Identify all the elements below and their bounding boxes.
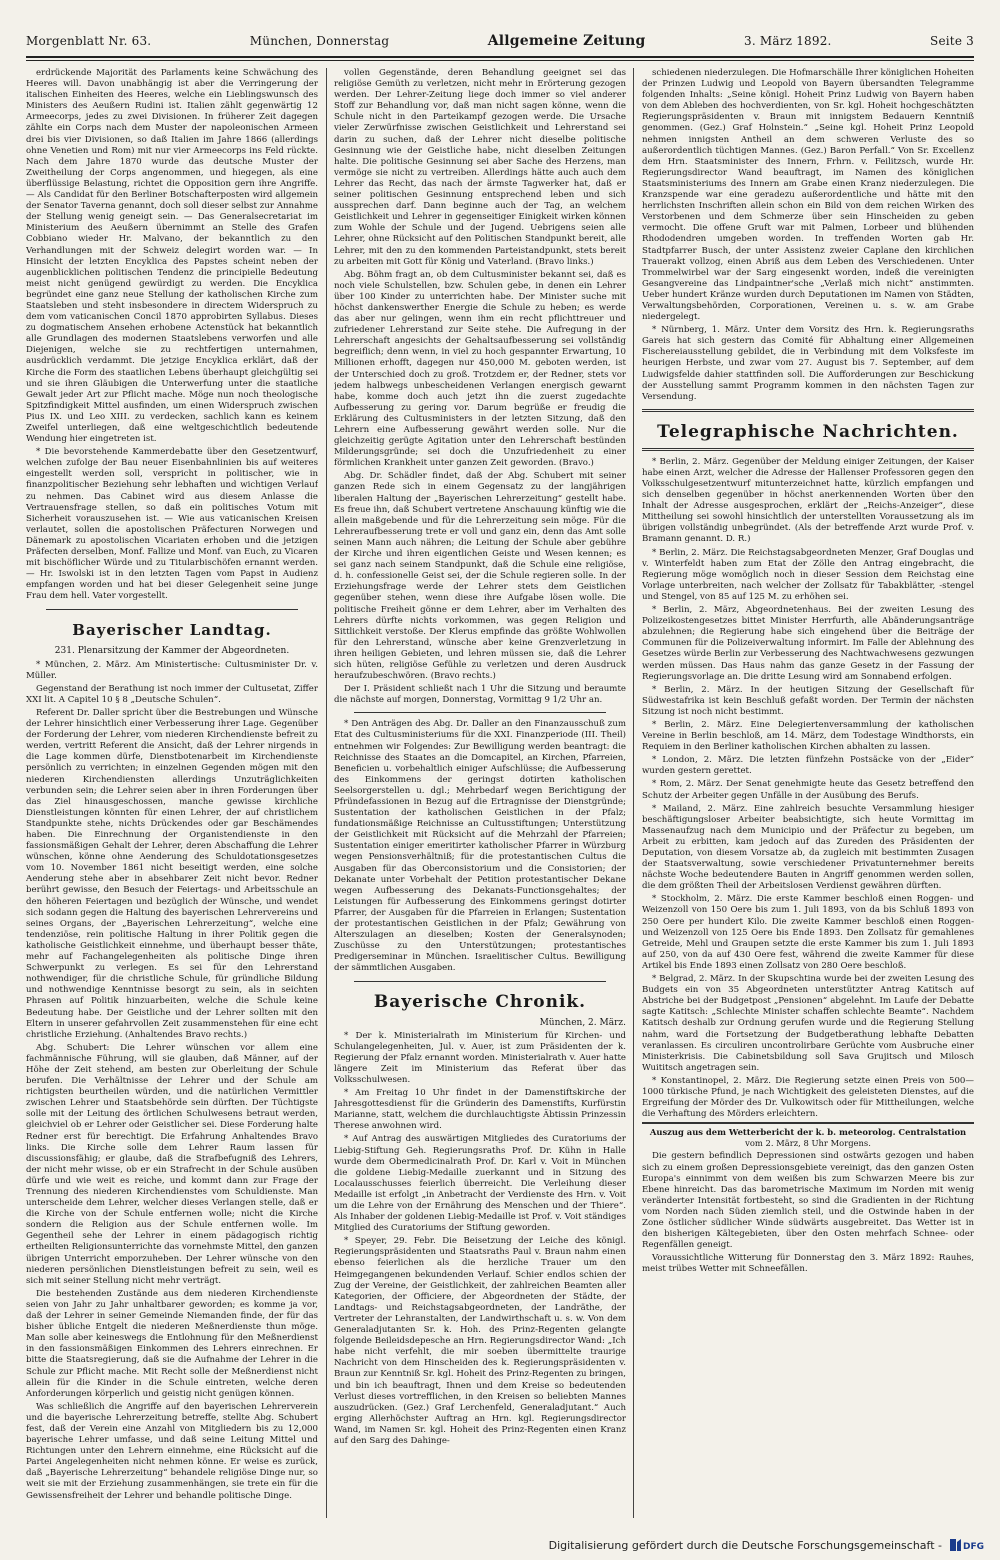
session-title: 231. Plenarsitzung der Kammer der Abgeordneten. — [54, 645, 290, 656]
column-middle — [334, 68, 626, 1528]
article-paragraph: erdrückende Majorität des Parlaments keine Schwächung des Heeres will. Davon unabhängig ist aber die Verringerung der italischen Einheiten des Heeres, welche ein Lieblingswunsch des Ministers des Aeußern Rudini ist. Italien zählt gegenwärtig 12 Armeecorps, jedes zu zwei Divisionen. In früherer Zeit dagegen zählte ein Corps nach dem Muster der napoleonischen Armeen drei bis vier Divisionen, so daß Italien im Jahre 1866 (allerdings ohne Venetien und Rom) mit nur vier Armeecorps ins Feld rückte. Nach dem Jahre 1870 wurde das deutsche Muster der Zweitheilung der Corps angenommen, und hiegegen, als eine überflüssige Belastung, richtet die Opposition gern ihre Angriffe. — Als Candidat für den Berliner Botschafterposten wird allgemein der Senator Taverna genannt, doch soll dieser selbst zur Annahme der Stellung wenig geneigt sein. — Das Generalsecretariat im Ministerium des Aeußern übernimmt an Stelle des Grafen Cobbiano wieder Hr. Malvano, der bekanntlich zu den Verhandlungen mit der Schweiz delegirt worden war. — In Hinsicht der letzten Encyklica des Papstes scheint neben der augenblicklichen politischen Tendenz die principielle Bedeutung meist nicht genügend gewürdigt zu werden. Die Encyklica begründet eine ganz neue Stellung der katholischen Kirche zum Staatsleben und steht insbesondere in directem Widerspruch zu dem vom vaticanischen Concil 1870 approbirten Syllabus. Dieses zu dogmatischem Ansehen erhobene Actenstück hat bekanntlich alle Grundlagen des modernen Staatslebens verworfen und alle Diejenigen, welche sie zu rechtfertigen unternahmen, ausdrücklich verdammt. Die jetzige Encyklica erklärt, daß der Kirche die Form des staatlichen Lebens überhaupt gleichgültig sei und sie ihren Gläubigen die Unterwerfung unter die staatliche Gewalt jeder Art zur Pflicht mache. Möge nun noch theologische Spitzfindigkeit Mittel ausfinden, um einen Widerspruch zwischen Pius IX. und Leo XIII. zu verdecken, sachlich kann es keinem Zweifel unterliegen, daß eine weltgeschichtlich bedeutende Wendung hier eingetreten ist. — [26, 68, 318, 445]
page-number: Seite 3 — [930, 34, 974, 48]
article-paragraph: Abg. Schubert: Die Lehrer wünschen vor allem eine fachmännische Führung, will sie glauben, daß Männer, auf der Höhe der Zeit stehend, am besten zur Oberleitung der Schule berufen. Die Verhältnisse der Lehrer und der Schule am richtigsten beurtheilen würden, und die natürlichen Vermittler zwischen Lehrer und Staatsbehörde sein dürften. Der Tüchtigste solle mit der Leitung des örtlichen Schulwesens betraut werden, gleichviel ob er Lehrer oder Geistlicher sei. Diese Forderung halte Redner erst für berechtigt. Die Erfahrung Anhaltendes Bravo links. Die Kirche solle dem Lehrer Raum lassen für discussionsfähig; er glaube, daß die Strafbefugniß des Lehrers, der nicht mehr wisse, ob er ein Strafrecht in der Schule ausüben dürfe und wie weit es reiche, und kommt dann zur Frage der Trennung des niederen Kirchendienstes vom Schuldienste. Man unterscheide dem Lehrer, welcher dieses Verlangen stelle, daß er die Kirche von der Schule entfernen wolle; nicht die Kirche sondern die Religion aus der Schule entfernen wolle. Im Gegentheil sehe der Lehrer in einem pädagogisch richtig ertheilten Religionsunterrichte das vornehmste Mittel, den ganzen übrigen Unterricht emporzuheben. Der Lehrer wünsche von den niederen persönlichen Dienstleistungen befreit zu sein, weil es sich mit seiner Stellung nicht mehr verträgt. — [26, 1042, 318, 1286]
column-right — [642, 68, 974, 1528]
masthead-rule-thin — [26, 60, 974, 61]
section-heading-telegraph: Telegraphische Nachrichten. — [657, 421, 959, 442]
article-paragraph: * London, 2. März. Die letzten fünfzehn Postsäcke von der „Eider“ wurden gestern gerettet. — [642, 755, 974, 777]
article-paragraph: * Berlin, 2. März, Abgeordnetenhaus. Bei der zweiten Lesung des Polizeikostengesetzes bittet Minister Herrfurth, alle Abänderungsanträge abzulehnen; die Regierung habe sich eingehend über die Beiträge der Communen für die Polizeiverwaltung informirt. Im Falle der Ablehnung des Gesetzes würde Berlin zur Verbesserung des Nachtwachwesens gezwungen werden müssen. Das Haus nahm das ganze Gesetz in der Fassung der Regierungsvorlage an. Die dritte Lesung wird am Sonnabend erfolgen. — [642, 605, 974, 682]
article-paragraph: * Mailand, 2. März. Eine zahlreich besuchte Versammlung hiesiger beschäftigungsloser Arbeiter beabsichtigte, sich heute Vormittag im Massenaufzug nach dem Municipio und der Präfectur zu begeben, um Arbeit zu erbitten, kam jedoch auf das Zureden des Präsidenten der Deputation, von diesem Vorsatze ab, da zugleich mit bestimmten Zusagen der Staatsverwaltung, sowie verschiedener Privatunternehmer bereits nächste Woche bedeutendere Bauten in Angriff genommen werden sollen, die dem größten Theil der Arbeitslosen Verdienst gewähren dürften. — [642, 803, 974, 892]
article-paragraph: * Am Freitag 10 Uhr findet in der Damenstiftskirche der Jahresgottesdienst für die Gründerin des Damenstifts, Kurfürstin Marianne, statt, welchem die durchlauchtigste Äbtissin Prinzessin Therese anwohnen wird. — [334, 1088, 626, 1132]
masthead — [26, 30, 974, 52]
section-separator — [46, 609, 298, 610]
dfg-logo-icon — [948, 1536, 986, 1554]
weather-report-heading: Auszug aus dem Wetterbericht der k. b. meteorolog. Centralstation — [642, 1122, 974, 1138]
section-separator — [642, 448, 974, 451]
article-paragraph: * Speyer, 29. Febr. Die Beisetzung der Leiche des königl. Regierungspräsidenten und Staatsraths Paul v. Braun nahm einen ebenso feierlichen als die herzliche Trauer um den Heimgegangenen bekundenden Verlauf. Schier endlos schien der Zug der Vereine, der Geistlichkeit, der zahlreichen Beamten aller Kategorien, der Officiere, der Abgeordneten der Städte, der Landtags- und Reichstagsabgeordneten, der Landräthe, der Vertreter der Lehranstalten, der Landwirthschaft u. s. w. Von dem Generaladjutanten Sr. k. Hoh. des Prinz-Regenten gelangte folgende Beileidsdepesche an Hrn. Regierungsdirector Wand: „Ich habe nicht verfehlt, die mir soeben übermittelte traurige Nachricht von dem Hinscheiden des k. Regierungspräsidenten v. Braun zur Kenntniß Sr. kgl. Hoheit des Prinz-Regenten zu bringen, und bin ich beauftragt, Ihnen und dem Kreise so bedeutenden Verlust dieses vortrefflichen, in den Kreisen so beliebten Mannes auszudrücken. (Gez.) Graf Lerchenfeld, Generaladjutant.“ Auch erging Allerhöchster Auftrag an Hrn. kgl. Regierungsdirector Wand, im Namen Sr. kgl. Hoheit des Prinz-Regenten einen Kranz auf den Sarg des Dahinge- — [334, 1236, 626, 1446]
article-paragraph: * Stockholm, 2. März. Die erste Kammer beschloß einen Roggen- und Weizenzoll von 150 Oere bis zum 1. Juli 1893, von da bis Schluß 1893 von 250 Oere per hundert Kilo. Die zweite Kammer beschloß einen Roggen- und Weizenzoll von 125 Oere bis Ende 1893. Den Zollsatz für gemahlenes Getreide, Mehl und Graupen setzte die erste Kammer bis zum 1. Juli 1893 auf 250, von da auf 430 Oere fest, während die zweite Kammer für diese Artikel bis Ende 1893 einen Zollsatz von 280 Oere beschloß. — [642, 894, 974, 971]
column-divider — [633, 68, 634, 1518]
article-paragraph: * Auf Antrag des auswärtigen Mitgliedes des Curatoriums der Liebig-Stiftung Geh. Regierungsraths Prof. Dr. Kühn in Halle wurde dem Obermedicinalrath Prof. Dr. Karl v. Voit in München die goldene Liebig-Medaille zuerkannt und in Sitzung des Localausschusses feierlich überreicht. Die Verleihung dieser Medaille ist erfolgt „in Anbetracht der Verdienste des Hrn. v. Voit um die Lehre von der Ernährung des Menschen und der Thiere“. Als Inhaber der goldenen Liebig-Medaille ist Prof. v. Voit ständiges Mitglied des Curatoriums der Stiftung geworden. — [334, 1134, 626, 1234]
edition-label: Morgenblatt Nr. 63. — [26, 34, 152, 48]
article-paragraph: * Berlin, 2. März. Die Reichstagsabgeordneten Menzer, Graf Douglas und v. Winterfeldt haben zum Etat der Zölle den Antrag eingebracht, die Regierung möge womöglich noch in dieser Session dem Reichstag eine Vorlage unterbreiten, nach welcher der Zollsatz für Tabakblätter, -stengel und Stengel, von 85 auf 125 M. zu erhöhen sei. — [642, 547, 974, 602]
digitization-footer — [0, 1530, 1000, 1560]
article-paragraph: vollen Gegenstände, deren Behandlung geeignet sei das religiöse Gemüth zu verletzen, nicht mehr in Erörterung gezogen werden. Der Lehrer-Zeitung liege doch immer so viel anderer Stoff zur Behandlung vor, daß man nicht sagen könne, wenn die Schule nicht in den Parteikampf gezogen werde. Die Ursache vieler Zerwürfnisse zwischen Geistlichkeit und Lehrerstand sei darin zu suchen, daß der Lehrer nicht dieselbe politische Gesinnung wie der Geistliche habe, nicht dieselben Zeitungen halte. Die politische Gesinnung sei aber Sache des Herzens, man vermöge sie nicht zu vertreiben. Allerdings hätte auch auch dem Lehrer das Recht, das nach der ärmste Tagwerker hat, daß er seiner politischen Gesinnung entsprechend leben und sich aussprechen darf. Dann beginne auch der Tag, an welchem Geistlichkeit und Lehrer in gegenseitiger Einigkeit wirken können zum Wohle der Schule und der Jugend. Uebrigens seien alle Lehrer, ohne Rücksicht auf den Politischen Standpunkt bereit, alle Lehrer, mit den zu den kommenden Parteistandpunkt, stets bereit zu arbeiten mit Gott für König und Vaterland. (Bravo links.) — [334, 68, 626, 267]
newspaper-title: Allgemeine Zeitung — [487, 33, 646, 49]
section-heading-landtag: Bayerischer Landtag. — [72, 620, 272, 639]
article-paragraph: * Den Anträgen des Abg. Dr. Daller an den Finanzausschuß zum Etat des Cultusministeriums für die XXI. Finanzperiode (III. Theil) entnehmen wir Folgendes: Zur Bewilligung werden beantragt: die Reichnisse des Staates an die Domcapitel, an Kirchen, Pfarreien, Beneficien u. vorbehaltlich einiger Aufschlüsse; die Aufbesserung des Einkommens der geringst dotirten katholischen Seelsorgerstellen u. dgl.; Mehrbedarf wegen Berichtigung der Pfründefassionen in Bezug auf die Ertragnisse der Dienstgründe; Sustentation der katholischen Geistlichen in der Pfalz; fundationsmäßige Reichnisse an Cultusstiftungen; Unterstützung der Geistlichkeit mit Rücksicht auf die Mehrzahl der Pfarreien; Sustentation einiger emeritirter katholischer Pfarrer in Würzburg wegen Pensionsverhältniß; für die protestantischen Cultus die Ausgaben für das Oberconsistorium und die Consistorien; der Dekanate unter Vorbehalt der Petition protestantischer Dekane wegen Aufbesserung des Dekanats-Functionsgehaltes; der Leistungen für Aufbesserung des Einkommens geringst dotirter Pfarrer, der Ausgaben für die Pfarreien in Erlangen; Sustentation der protestantischen Geistlichen in der Pfalz; Gewährung von Alterszulagen an dieselben; Kosten der Generalsynoden; Zuschüsse zu den Unterstützungen; protestantisches Predigerseminar in München. Israelitischer Cultus. Bewilligung der sämmtlichen Ausgaben. — [334, 719, 626, 974]
article-paragraph: * Berlin, 2. März. Gegenüber der Meldung einiger Zeitungen, der Kaiser habe einen Arzt, welcher die Adresse der Hallenser Professoren gegen den Volksschulgesetzentwurf mitunterzeichnet hatte, kürzlich empfangen und sich denselben gegenüber in höchst anerkennenden Worten über den Inhalt der Adresse ausgesprochen, erklärt der „Reichs-Anzeiger“, diese Mittheilung sei sowohl hinsichtlich der unterstellten Voraussetzung als im übrigen vollständig unbegründet. (Als der betreffende Arzt wurde Prof. v. Bramann genannt. D. R.) — [642, 456, 974, 545]
weather-paragraph: Voraussichtliche Witterung für Donnerstag den 3. März 1892: Rauhes, meist trübes Wetter mit Schneefällen. — [642, 1253, 974, 1275]
article-paragraph: * Nürnberg, 1. März. Unter dem Vorsitz des Hrn. k. Regierungsraths Gareis hat sich gestern das Comité für Abhaltung einer Allgemeinen Fischereiausstellung gebildet, die in Verbindung mit dem Volksfeste im heurigen Herbste, und zwar vom 27. August bis 7. September, auf dem Ludwigsfelde dahier stattfinden soll. Die Aufforderungen zur Beschickung der Ausstellung sammt Programm kommen in den nächsten Tagen zur Versendung. — [642, 325, 974, 402]
svg-text:DFG: DFG — [963, 1542, 985, 1552]
column-divider — [326, 68, 327, 1518]
article-paragraph: * Die bevorstehende Kammerdebatte über den Gesetzentwurf, welchen zufolge der Bau neuer Eisenbahnlinien bis auf weiteres eingestellt werden soll, verspricht in politischer, wie in finanzpolitischer Beziehung sehr lebhaften und wichtigen Verlauf zu nehmen. Das Cabinet wird aus diesem Anlasse die Vertrauensfrage stellen, so daß ein politisches Votum mit Sicherheit vorauszusehen ist. — Wie aus vaticanischen Kreisen verlautet, sollen die apostolischen Präfecturen Norwegen und Dänemark zu apostolischen Vicariaten erhoben und die jetzigen Präfecten derselben, Monf. Fallize und Monf. van Euch, zu Vicaren mit bischöflicher Würde und zu Titularbischöfen ernannt werden. — Hr. Iswolski ist in den letzten Tagen vom Papst in Audienz empfangen worden und hat bei dieser Gelegenheit seine junge Frau dem hell. Vater vorgestellt. — [26, 447, 318, 602]
article-paragraph: * Belgrad, 2. März. In der Skupschtina wurde bei der zweiten Lesung des Budgets ein von 35 Abgeordneten unterstützter Antrag Katitsch auf Abstriche bei der Budgetpost „Pensionen“ abgelehnt. Im Laufe der Debatte sagte Katitsch: „Schlechte Minister schaffen schlechte Beamte“. Nachdem Katitsch deshalb zur Ordnung gerufen wurde und die Regierung Stellung nahm, ward die Fortsetzung der Budgetberathung lebhafte Debatten veranlassen. Es circuliren uncontrolirbare Gerüchte vom Ausbruche einer Ministerkrisis. Die Cabinetsbildung soll Sava Grujitsch und Milosch Wuititsch angetragen sein. — [642, 974, 974, 1073]
weather-paragraph: Die gestern befindlich Depressionen sind ostwärts gezogen und haben sich zu einem großen Depressionsgebiete vereinigt, das den ganzen Osten Europa's einnimmt von dem weißen bis zum Schwarzen Meere bis zur Ebene hinreicht. Das das barometrische Maximum im Norden mit wenig veränderter Intensität fortbesteht, so sind die Gradienten in der Richtung vom Norden nach Süden ziemlich steil, und die Ostwinde haben in der Zone östlicher südlicher Winde südwärts ausgebreitet. Das Wetter ist in den bisherigen Kältegebieten, über den Osten mehrfach Schnee- oder Regenfällen geneigt. — [642, 1151, 974, 1251]
issue-date: 3. März 1892. — [744, 34, 832, 48]
article-paragraph: * Rom, 2. März. Der Senat genehmigte heute das Gesetz betreffend den Schutz der Arbeiter gegen Unfälle in der Ausübung des Berufs. — [642, 779, 974, 801]
weather-report-date: vom 2. März, 8 Uhr Morgens. — [745, 1138, 871, 1149]
article-paragraph: * Berlin, 2. März. In der heutigen Sitzung der Gesellschaft für Südwestafrika ist kein Beschluß gefaßt worden. Der Termin der nächsten Sitzung ist noch nicht bestimmt. — [642, 684, 974, 717]
article-paragraph: Der I. Präsident schließt nach 1 Uhr die Sitzung und beraumte die nächste auf morgen, Donnerstag, Vormittag 9 1/2 Uhr an. — [334, 684, 626, 706]
section-separator — [642, 409, 974, 412]
article-paragraph: * Der k. Ministerialrath im Ministerium für Kirchen- und Schulangelegenheiten, Jul. v. Auer, ist zum Präsidenten der k. Regierung der Pfalz ernannt worden. Ministerialrath v. Auer hatte längere Zeit im Ministerium das Referat über das Volksschulwesen. — [334, 1030, 626, 1085]
masthead-rule — [26, 56, 974, 58]
article-paragraph: Referent Dr. Daller spricht über die Bestrebungen und Wünsche der Lehrer hinsichtlich einer Verbesserung ihrer Lage. Gegenüber der Forderung der Lehrer, vom niederen Kirchendienste befreit zu werden, vertritt Referent die Ansicht, daß der Lehrer nirgends in die Lage kommen dürfe, Dienstbotenarbeit im Kirchendienste persönlich zu verrichten; in einzelnen Gegenden mögen mit den niederen Kirchendiensten allerdings Unzuträglichkeiten verbunden sein; die Lehrer seien aber in ihren Forderungen über das Ziel hinausgeschossen, manche gewisse kirchliche Dienstleistungen könnten für einen Lehrer, der auf christlichem Standpunkte stehe, nichts Drückendes oder gar Beschämendes haben. Die Einrechnung der Organistendienste in den fassionsmäßigen Gehalt der Lehrer, deren Abschaffung die Lehrer wünschen, könne ohne Aenderung des Schuldotationsgesetzes vom 10. November 1861 nicht beseitigt werden, eine solche Aenderung stehe aber in absehbarer Zeit nicht bevor. Redner berührt gewisse, den Besuch der Feiertags- und Arbeitsschule an den höheren Feiertagen und bezüglich der Wünsche, und wendet sich sodann gegen die Haltung des bayerischen Lehrervereins und seines Organs, der „Bayerischen Lehrerzeitung“, welche eine tendenziöse, rein politische Haltung in ihrer Politik gegen die katholische Geistlichkeit einnehme, und überhaupt besser thäte, mehr auf Fachangelegenheiten als politische Dinge ihren Schwerpunkt zu verlegen. Es sei für den Lehrerstand nothwendiger, für die christliche Schule, für gründliche Bildung und nothwendige Kenntnisse besorgt zu sein, als in seichten Phrasen auf Politik hinzuarbeiten, welche die Schule keine Bedeutung habe. Der Geistliche und der Lehrer sollten mit den Eltern in unserer gefahrvollen Zeit zusammenstehen für eine echt christliche Erziehung. (Anhaltendes Bravo rechts.) — [26, 707, 318, 1040]
funding-notice: Digitalisierung gefördert durch die Deutsche Forschungsgemeinschaft - — [548, 1538, 942, 1552]
article-paragraph: Abg. Dr. Schädler findet, daß der Abg. Schubert mit seiner ganzen Rede sich in einem Gegensatz zu der langjährigen liberalen Haltung der „Bayerischen Lehrerzeitung“ gestellt habe. Es freue ihn, daß Schubert vertretene Anschauung künftig wie die allein maßgebende und für die Lehrerzeitung sein möge. Für die Lehreraufbesserung trete er voll und ganz ein, denn das Amt solle seinen Mann auch nähren; die Leitung der Schule aber gebühre der Kirche und ihren eigentlichen Geiste und Wesen kennen; es sei ganz nach seinem Standpunkt, daß die Schule eine religiöse, d. h. confessionelle Geist sei, der die Schule regieren solle. In der Erziehungsfrage werde der Lehrer stets dem Geistlichen gegenüber stehen, wenn diese ihre Aufgabe lösen wolle. Die politische Freiheit gönne er dem Lehrer, aber im Verhalten des Lehrers dürfte nichts vorkommen, was gegen Religion und Sittlichkeit verstoße. Der Klerus empfinde das größte Wohlwollen für den Lehrerstand, wünsche aber keine Grenzverletzung in ihren heiligen Gebieten, und lehren müssen sie, daß die Lehrer sich hüten, religiöse Gefühle zu verletzen und deren Ausdruck heraufzubeschwören. (Bravo rechts.) — [334, 471, 626, 682]
article-paragraph: Die bestehenden Zustände aus dem niederen Kirchendienste seien von Jahr zu Jahr unhaltbarer geworden; es komme ja vor, daß der Lehrer in seiner Gemeinde Niemanden finde, der für das bisher übliche Entgelt die niederen Meßnerdienste thun möge. Man solle aber keineswegs die Entlohnung für den Meßnerdienst in den fassionsmäßigen Einkommen des Lehrers einrechnen. Er bitte die Staatsregierung, daß sie die Aufnahme der Lehrer in die Schule zur Pflicht mache. Mit Recht solle der Meßnerdienst nicht allein für die Kinder in die Schule eintreten, welche deren Anforderungen körperlich und geistig nicht genügen können. — [26, 1288, 318, 1399]
newspaper-page — [26, 18, 974, 1518]
section-separator — [354, 981, 606, 982]
column-left — [26, 68, 318, 1528]
place-date-label: München, Donnerstag — [249, 34, 390, 48]
article-paragraph: * Konstantinopel, 2. März. Die Regierung setzte einen Preis von 500—1000 türkische Pfund, je nach Wichtigkeit des geleisteten Dienstes, auf die Ergreifung der Mörder des Dr. Vulkowitsch oder für Mittheilungen, welche die Verhaftung des Mörders erleichtern. — [642, 1075, 974, 1120]
article-paragraph: Gegenstand der Berathung ist noch immer der Cultusetat, Ziffer XXI lit. A Capitel 10 § 8 „Deutsche Schulen“. — [26, 683, 318, 705]
article-paragraph: Was schließlich die Angriffe auf den bayerischen Lehrerverein und die bayerische Lehrerzeitung betreffe, stellte Abg. Schubert fest, daß der Verein eine Anzahl von Mitgliedern bis zu 12,000 bayerische Lehrer umfasse, und daß seine Leitung Mittel und Richtungen unter den Lehrern einnehme, eine Rücksicht auf die Partei Angelegenheiten nicht nehmen könne. Er weise es zurück, daß „Bayerische Lehrerzeitung“ behandele religiöse Dinge nur, so weit sie mit der Erziehung zusammenhängen, sie trete ein für die Gewissensfreiheit der Lehrer und behandle politische Dinge. — [26, 1401, 318, 1501]
article-paragraph: Abg. Böhm fragt an, ob dem Cultusminister bekannt sei, daß es noch viele Schulstellen, bzw. Schulen gebe, in denen ein Lehrer über 100 Kinder zu unterrichten habe. Der Minister suche mit höchst dankenswerther Energie die Schule zu heben; es werde das aber nur gelingen, wenn ihm ein recht pflichttreuer und zufriedener Lehrerstand zur Seite stehe. Die Aufregung in der Lehrerschaft angesichts der Gehaltsaufbesserung sei vollständig begreiflich; denn wenn, in viel zu hoch gespannter Erwartung, 10 Millionen erhofft, dagegen nur 450,000 M. geboten werden, ist der Unterschied doch zu groß. Trotzdem er, der Redner, stets vor jedem halbwegs unbescheidenen Verlangen energisch gewarnt habe, komme doch auch jetzt ihn die zuerst zugedachte Aufbesserung zu gering vor. Darum begrüße er freudig die Erklärung des Cultusministers in der letzten Sitzung, daß den Lehrern eine Aufbesserung gewährt werden solle. Nur die gleichzeitig gerügte Agitation unter den Lehrerschaft bestünden Milderungsgründe; sei doch die Unzufriedenheit zu einer förmlichen Krankheit unter ganzen Zeit geworden. (Bravo.) — [334, 269, 626, 469]
dateline: München, 2. März. — [539, 1017, 626, 1028]
article-paragraph: * München, 2. März. Am Ministertische: Cultusminister Dr. v. Müller. — [26, 659, 318, 681]
article-paragraph: schiedenen niederzulegen. Die Hofmarschälle Ihrer königlichen Hoheiten der Prinzen Ludwig und Leopold von Bayern übersandten Telegramme folgenden Inhalts: „Seine königl. Hoheit Prinz Ludwig von Bayern haben von dem Ableben des hochverdienten, von Sr. kgl. Hoheit hochgeschätzten Regierungspräsidenten v. Braun mit innigstem Bedauern Kenntniß genommen. (Gez.) Graf Holnstein.“ „Seine kgl. Hoheit Prinz Leopold nehmen innigsten Antheil an dem schweren Verluste des so außerordentlich tüchtigen Mannes. (Gez.) Baron Perfall.“ Von Sr. Excellenz dem Hrn. Staatsminister des Innern, Frhrn. v. Feilitzsch, wurde Hr. Regierungsdirector Wand beauftragt, im Namen des königlichen Staatsministeriums des Innern am Grabe einen Kranz niederzulegen. Die Kranzspende war eine geradezu außerordentliche und hätte mit den herrlichsten Inschriften allein schon ein Bild von dem reichen Wirken des Verstorbenen und dem Schmerze über sein Hinscheiden zu geben vermocht. Die offene Gruft war mit Palmen, Lorbeer und blühenden Rhododendren umgeben worden. In treffenden Worten gab Hr. Stadtpfarrer Busch, der unter Assistenz zweier Caplane den kirchlichen Trauerakt vollzog, einen Abriß aus dem Leben des Verschiedenen. Unter Trommelwirbel war der Sarg eingesenkt worden, indeß die vereinigten Gesangvereine das Lindpaintner'sche „Verlaß mich nicht“ anstimmten. Ueber hundert Kränze wurden durch Deputationen im Namen von Städten, Verwaltungsbehörden, Corporationen, Vereinen u. s. w. am Grabe niedergelegt. — [642, 68, 974, 323]
section-separator — [354, 712, 606, 713]
article-paragraph: * Berlin, 2. März. Eine Delegiertenversammlung der katholischen Vereine in Berlin beschloß, am 14. März, dem Todestage Windthorsts, ein Requiem in den Berliner katholischen Kirchen abhalten zu lassen. — [642, 719, 974, 753]
section-heading-chronik: Bayerische Chronik. — [373, 991, 587, 1012]
